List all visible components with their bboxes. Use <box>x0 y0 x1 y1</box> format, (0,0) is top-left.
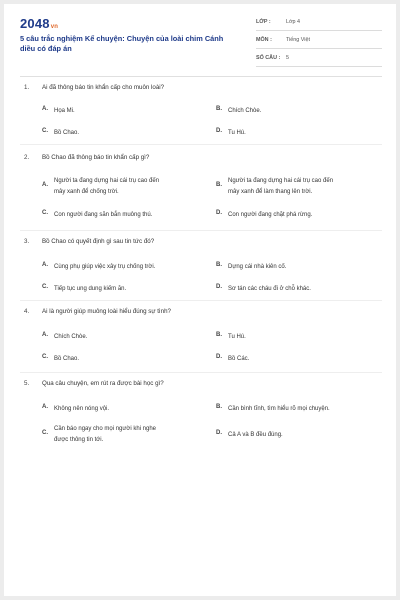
option-key: C. <box>42 128 48 134</box>
worksheet-header <box>20 16 382 72</box>
option-key: C. <box>42 354 48 360</box>
meta-value-class: Lớp 4 <box>286 19 301 25</box>
logo-suffix: vn <box>50 24 59 30</box>
option-text: Không nên nóng vội. <box>54 406 110 412</box>
logo-text: 2048 <box>20 16 50 31</box>
option-key: D. <box>216 354 222 360</box>
option-text: Bồ Chao. <box>54 356 80 362</box>
option-key: A. <box>42 404 48 410</box>
question-divider <box>20 300 382 301</box>
option-text: Bồ Các. <box>228 356 250 362</box>
option-key: C. <box>42 284 48 290</box>
option-key: B. <box>216 182 222 188</box>
brand-logo[interactable] <box>20 16 58 31</box>
question-text: Bồ Chao có quyết định gì sau tin tức đó? <box>42 238 155 245</box>
option-text: Dựng cái nhà kiên cố. <box>228 264 287 270</box>
option-key: D. <box>216 210 222 216</box>
option-key: C. <box>42 430 48 436</box>
header-divider <box>20 76 382 77</box>
option-text-line-1: Cần báo ngay cho mọi người khi nghe <box>54 426 157 432</box>
meta-row-count <box>256 52 382 67</box>
option-text: Con người đang săn bắn muông thú. <box>54 212 153 218</box>
meta-value-subject: Tiếng Việt <box>286 37 310 43</box>
option-text: Chích Chòe. <box>54 334 88 340</box>
question-divider <box>20 372 382 373</box>
option-key: B. <box>216 332 222 338</box>
option-key: A. <box>42 262 48 268</box>
meta-row-subject <box>256 34 382 49</box>
option-text-line-2: mây xanh để chống trời. <box>54 189 119 195</box>
option-text-line-1: Người ta đang dựng hai cái trụ cao đến <box>228 178 334 184</box>
meta-value-count: 5 <box>286 55 289 61</box>
option-text: Họa Mi. <box>54 108 75 114</box>
meta-label-class: LỚP : <box>256 19 271 25</box>
option-text: Con người đang chặt phá rừng. <box>228 212 313 218</box>
meta-label-subject: MÔN : <box>256 37 272 43</box>
option-text: Sơ tán các cháu đi ở chỗ khác. <box>228 286 311 292</box>
option-text: Cùng phụ giúp việc xây trụ chống trời. <box>54 264 156 270</box>
option-text: Cả A và B đều đúng. <box>228 432 283 438</box>
question-text: Bồ Chao đã thông báo tin khẩn cấp gì? <box>42 154 150 161</box>
worksheet-page <box>4 4 396 596</box>
option-key: A. <box>42 332 48 338</box>
option-text: Tu Hú. <box>228 130 246 136</box>
option-text-line-2: mây xanh để làm thang lên trời. <box>228 189 313 195</box>
question-number: 1. <box>24 84 30 91</box>
question-number: 2. <box>24 154 30 161</box>
option-text-line-2: được thông tin tới. <box>54 437 104 443</box>
meta-panel <box>256 16 382 70</box>
meta-row-class <box>256 16 382 31</box>
option-key: B. <box>216 404 222 410</box>
question-divider <box>20 230 382 231</box>
option-key: D. <box>216 284 222 290</box>
question-divider <box>20 144 382 145</box>
option-text: Chích Chòe. <box>228 108 262 114</box>
question-text: Ai là người giúp muông loài hiểu đúng sự tình? <box>42 308 171 315</box>
option-key: C. <box>42 210 48 216</box>
option-key: A. <box>42 182 48 188</box>
question-text: Qua câu chuyện, em rút ra được bài học gì? <box>42 380 164 387</box>
option-text-line-1: Người ta đang dựng hai cái trụ cao đến <box>54 178 160 184</box>
option-key: D. <box>216 128 222 134</box>
question-text: Ai đã thông báo tin khẩn cấp cho muôn loài? <box>42 84 165 91</box>
option-key: A. <box>42 106 48 112</box>
option-text: Cần bình tĩnh, tìm hiểu rõ mọi chuyện. <box>228 406 330 412</box>
option-key: B. <box>216 262 222 268</box>
option-key: D. <box>216 430 222 436</box>
option-text: Tiếp tục ung dung kiếm ăn. <box>54 286 127 292</box>
option-text: Bồ Chao. <box>54 130 80 136</box>
meta-label-count: SỐ CÂU : <box>256 55 281 61</box>
option-text: Tu Hú. <box>228 334 246 340</box>
question-number: 4. <box>24 308 30 315</box>
page-title: 5 câu trắc nghiệm Kể chuyện: Chuyện của loài chim Cánh diều có đáp án <box>20 34 224 53</box>
option-key: B. <box>216 106 222 112</box>
question-number: 3. <box>24 238 30 245</box>
question-number: 5. <box>24 380 30 387</box>
